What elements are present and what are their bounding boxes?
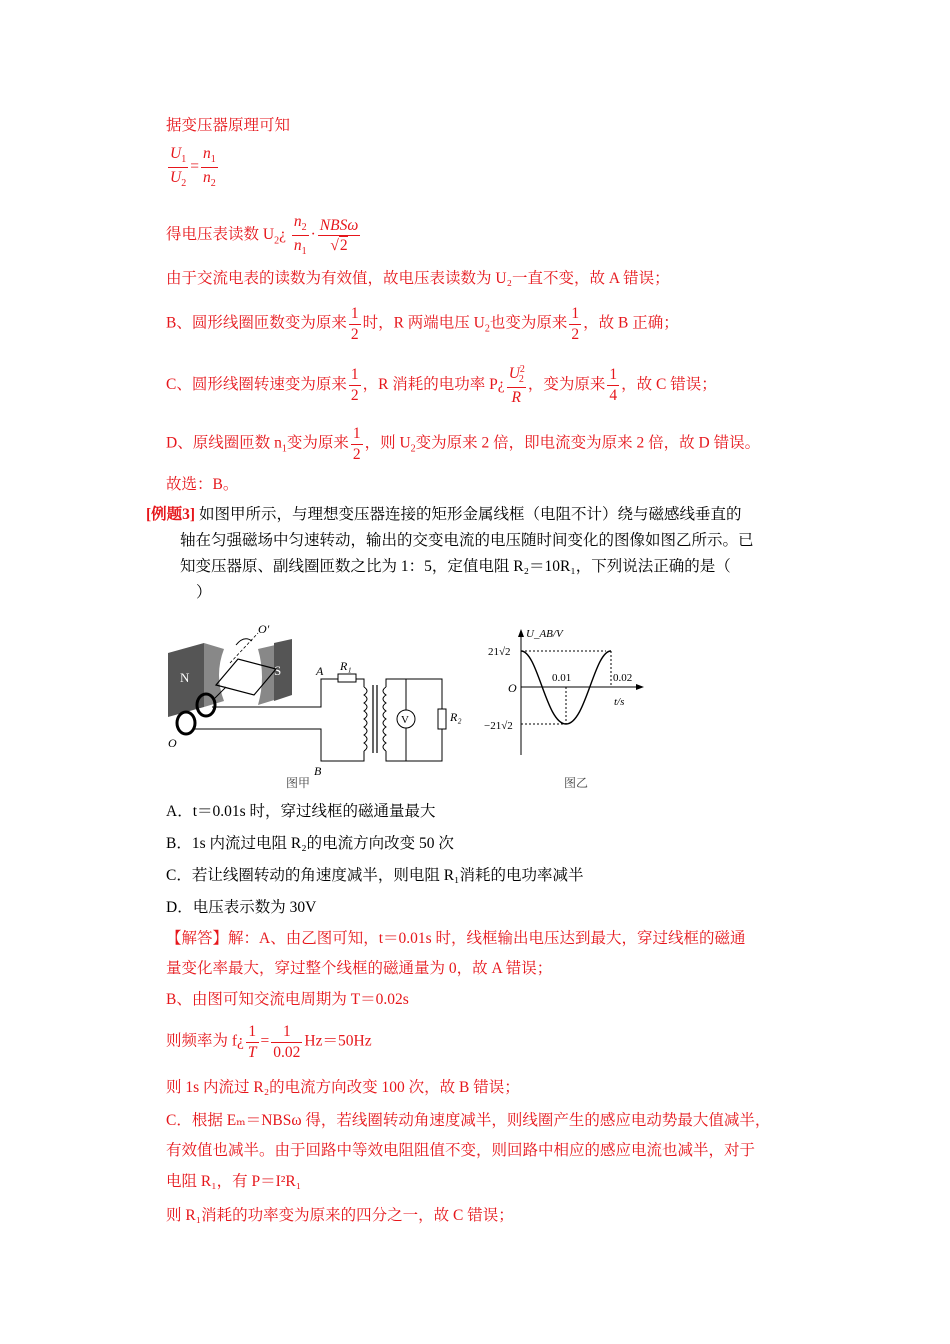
svg-text:O: O xyxy=(508,681,517,695)
svg-text:21√2: 21√2 xyxy=(488,646,511,658)
equation-ratio: $\frac{U_1}{U_2}$ = $\frac{n_1}{n_2}$ xyxy=(170,145,216,190)
svg-text:S: S xyxy=(274,663,282,678)
fraction: $\frac{n_1}{n_2}$ xyxy=(202,145,216,190)
answer-text: B、由图可知交流电周期为 T＝0.02s xyxy=(166,991,409,1008)
text-line: 据变压器原理可知 xyxy=(166,117,291,134)
example-3-question: [例题3] 如图甲所示，与理想变压器连接的矩形金属线框（电阻不计）绕与磁感线垂直的 轴在匀强磁场中匀速转动，输出的交变电流的电压随时间变化的图像如图乙所示。已 知变压器原、副线圈匝数之比为 1：5，定值电阻 R₂＝10R₁，下列说法正确的是（ ） xyxy=(146,506,754,601)
answer-text: 则 R₁消耗的功率变为原来的四分之一，故 C 错误； xyxy=(166,1207,514,1224)
svg-text:A: A xyxy=(316,664,324,678)
option-b: B．1s 内流过电阻 R₂的电流方向改变 50 次 xyxy=(166,835,454,852)
svg-text:O: O xyxy=(168,736,177,750)
option-d: D．电压表示数为 30V xyxy=(166,899,317,916)
svg-text:R₂: R₂ xyxy=(450,710,462,724)
svg-text:0.02: 0.02 xyxy=(613,672,633,684)
fraction: $\frac{n_2}{n_1}$ xyxy=(293,213,307,258)
answer-text: 有效值也减半。由于回路中等效电阻阻值不变，则回路中相应的感应电流也减半，对于 xyxy=(166,1142,756,1159)
answer-text: 则 1s 内流过 R₂的电流方向改变 100 次，故 B 错误； xyxy=(166,1079,520,1096)
resistor-r2 xyxy=(438,709,446,729)
svg-text:U_AB/V: U_AB/V xyxy=(526,628,563,640)
option-a: A．t＝0.01s 时，穿过线框的磁通量最大 xyxy=(166,803,436,820)
fraction: $\frac{U_1}{U_2}$ xyxy=(170,145,187,190)
answer-choice: 故选：B。 xyxy=(166,476,239,493)
option-b-analysis: B、圆形线圈匝数变为原来 $\frac{1}{2}$ 时，R 两端电压 $U_2$也变为原来 $\frac{1}{2}$ ，故 B 正确； xyxy=(166,305,679,343)
svg-text:O′: O′ xyxy=(258,625,270,636)
svg-text:t/s: t/s xyxy=(614,696,625,708)
svg-text:N: N xyxy=(180,670,190,685)
svg-text:V: V xyxy=(401,714,409,726)
answer-text: C．根据 Eₘ＝NBSω 得，若线圈转动角速度减半，则线圈产生的感应电动势最大值减半， xyxy=(166,1112,771,1129)
answer-text: 量变化率最大，穿过整个线框的磁通量为 0，故 A 错误； xyxy=(166,960,553,977)
slip-ring xyxy=(177,712,195,734)
option-d-analysis: D、原线圈匝数 $n_1$变为原来 $\frac{1}{2}$ ，则 $U_2$变为原来 2 倍，即电流变为原来 2 倍，故 D 错误。 xyxy=(166,425,761,463)
transformer xyxy=(364,685,386,753)
example-tag: [例题3] xyxy=(146,506,196,523)
equation-voltmeter: 得电压表读数 $U_2¿$ $\frac{n_2}{n_1}$ · $\frac{\text{NBSω}}{√2}$ xyxy=(166,213,359,258)
answer-text: 【解答】解：A、由乙图可知，t＝0.01s 时，线框输出电压达到最大，穿过线框的磁通 xyxy=(166,930,746,947)
equation-frequency: 则频率为 f¿ $\frac{1}{T}$ = $\frac{1}{0.02}$ Hz＝50Hz xyxy=(166,1023,372,1061)
svg-text:图乙: 图乙 xyxy=(564,776,589,790)
option-c-analysis: C、圆形线圈转速变为原来 $\frac{1}{2}$ ，R 消耗的电功率 P¿ $\frac{U^2_2}{R}$ ，变为原来 $\frac{1}{4}$ ，故 C 错误； xyxy=(166,364,717,407)
fraction: $\frac{\text{NBSω}}{√2}$ xyxy=(319,216,359,255)
option-c: C．若让线圈转动的角速度减半，则电阻 R₁消耗的电功率减半 xyxy=(166,867,584,884)
figure-area xyxy=(166,625,646,798)
figure-svg xyxy=(166,625,646,793)
magnet-s xyxy=(258,639,292,705)
svg-text:−21√2: −21√2 xyxy=(484,720,513,732)
svg-text:R₁: R₁ xyxy=(340,659,352,673)
svg-text:0.01: 0.01 xyxy=(552,672,572,684)
answer-text: 电阻 R₁，有 P＝I²R₁ xyxy=(166,1173,302,1190)
voltage-time-graph xyxy=(484,628,644,755)
text-line: 由于交流电表的读数为有效值，故电压表读数为 U₂一直不变，故 A 错误； xyxy=(166,270,670,287)
svg-text:B: B xyxy=(314,764,322,778)
svg-text:图甲: 图甲 xyxy=(286,776,311,790)
resistor-r1 xyxy=(338,674,356,682)
